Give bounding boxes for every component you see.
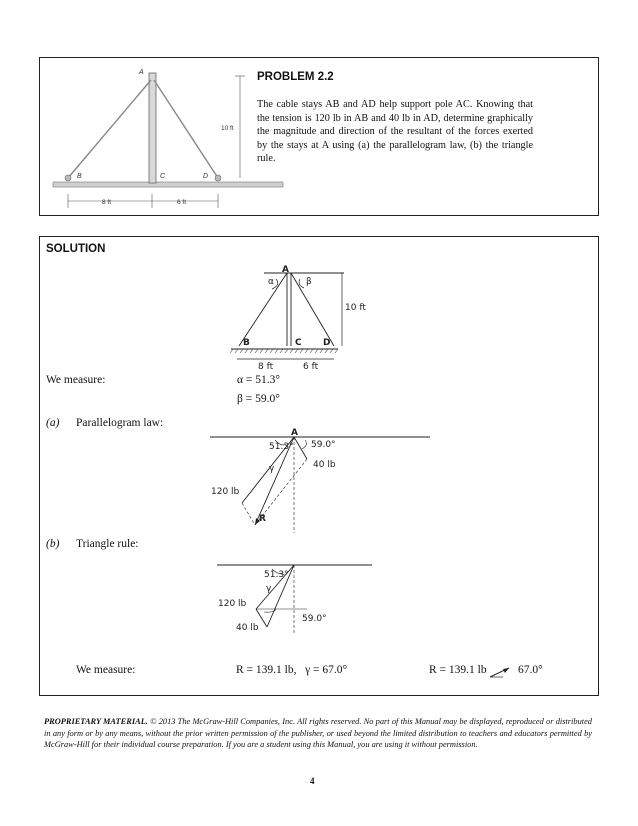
diag-a-resultant: R — [259, 514, 266, 524]
fig-label-d: D — [203, 173, 209, 180]
fig-label-left-span: 8 ft — [102, 199, 112, 206]
solution-heading: SOLUTION — [46, 243, 106, 255]
we-measure-label: We measure: — [46, 374, 106, 386]
problem-figure — [40, 58, 285, 215]
problem-box — [39, 57, 599, 216]
final-r: R = 139.1 lb — [429, 664, 487, 676]
diag-b-gamma: γ — [266, 584, 272, 594]
pole — [149, 73, 156, 183]
sketch-label-c: C — [295, 338, 302, 348]
part-a-title: Parallelogram law: — [76, 417, 164, 429]
ground — [53, 182, 283, 187]
sketch-label-left: 8 ft — [258, 362, 274, 372]
problem-title: PROBLEM 2.2 — [257, 71, 334, 83]
parallelogram-diagram — [205, 425, 435, 537]
footer-notice — [44, 716, 592, 751]
footer-notice-text: © 2013 The McGraw-Hill Companies, Inc. All rights reserved. No part of this Manual may be displayed, reproduced or distributed in any form or by any means, without the prior written permission of the publisher, or used beyond the limited distribution to teachers and educators permitted by McGraw-Hill for their individual course preparation. If you are a student using this Manual, you are using it without permission. — [44, 717, 592, 750]
final-values: R = 139.1 lb, γ = 67.0° — [236, 664, 348, 676]
diag-a-angle-left: 51.3° — [269, 442, 294, 452]
anchor-d — [215, 175, 221, 181]
fig-label-right-span: 6 ft — [177, 199, 187, 206]
sketch-label-d: D — [323, 338, 331, 348]
alpha-value: α = 51.3° — [237, 374, 280, 386]
part-b-label: (b) — [46, 538, 60, 550]
part-a-label: (a) — [46, 417, 60, 429]
sketch-label-a: A — [282, 265, 289, 275]
fig-label-a: A — [139, 69, 144, 76]
sketch-label-b: B — [243, 338, 250, 348]
fig-label-height: 10 ft — [221, 125, 234, 132]
diag-b-angle-top: 51.3° — [264, 570, 289, 580]
part-b-title: Triangle rule: — [76, 538, 139, 550]
fig-label-c: C — [160, 173, 166, 180]
cable-ab — [68, 80, 151, 178]
diag-b-angle-bottom: 59.0° — [302, 614, 327, 624]
diag-b-force-ab: 120 lb — [218, 599, 247, 609]
footer-notice-bold: PROPRIETARY MATERIAL. — [44, 717, 148, 726]
sketch-label-beta: β — [306, 277, 312, 287]
diag-a-gamma: γ — [269, 464, 275, 474]
triangle-diagram — [212, 555, 382, 645]
diag-a-force-ad: 40 lb — [313, 460, 336, 470]
cable-ad — [154, 80, 218, 178]
solution-box — [39, 236, 599, 696]
solution-sketch — [228, 265, 366, 377]
final-measure-label: We measure: — [76, 664, 136, 676]
beta-value: β = 59.0° — [237, 393, 280, 405]
sketch-label-height: 10 ft — [345, 303, 366, 313]
diag-a-force-ab: 120 lb — [211, 487, 240, 497]
page-number: 4 — [310, 776, 315, 786]
diag-a-label-a: A — [291, 428, 298, 438]
diag-b-force-ad: 40 lb — [236, 623, 259, 633]
problem-statement: The cable stays AB and AD help support pole AC. Knowing that the tension is 120 lb in AB and 40 lb in AD, determine graphically the magnitude and direction of the resultant of the forces exerted by the stays at A using (a) the parallelogram law, (b) the triangle rule. — [257, 99, 533, 165]
direction-arrow-icon — [487, 665, 513, 679]
fig-label-b: B — [77, 173, 82, 180]
sketch-label-alpha: α — [268, 277, 274, 287]
diag-a-angle-right: 59.0° — [311, 440, 336, 450]
anchor-b — [65, 175, 71, 181]
sketch-label-right: 6 ft — [303, 362, 319, 372]
final-angle: 67.0° — [518, 664, 543, 676]
